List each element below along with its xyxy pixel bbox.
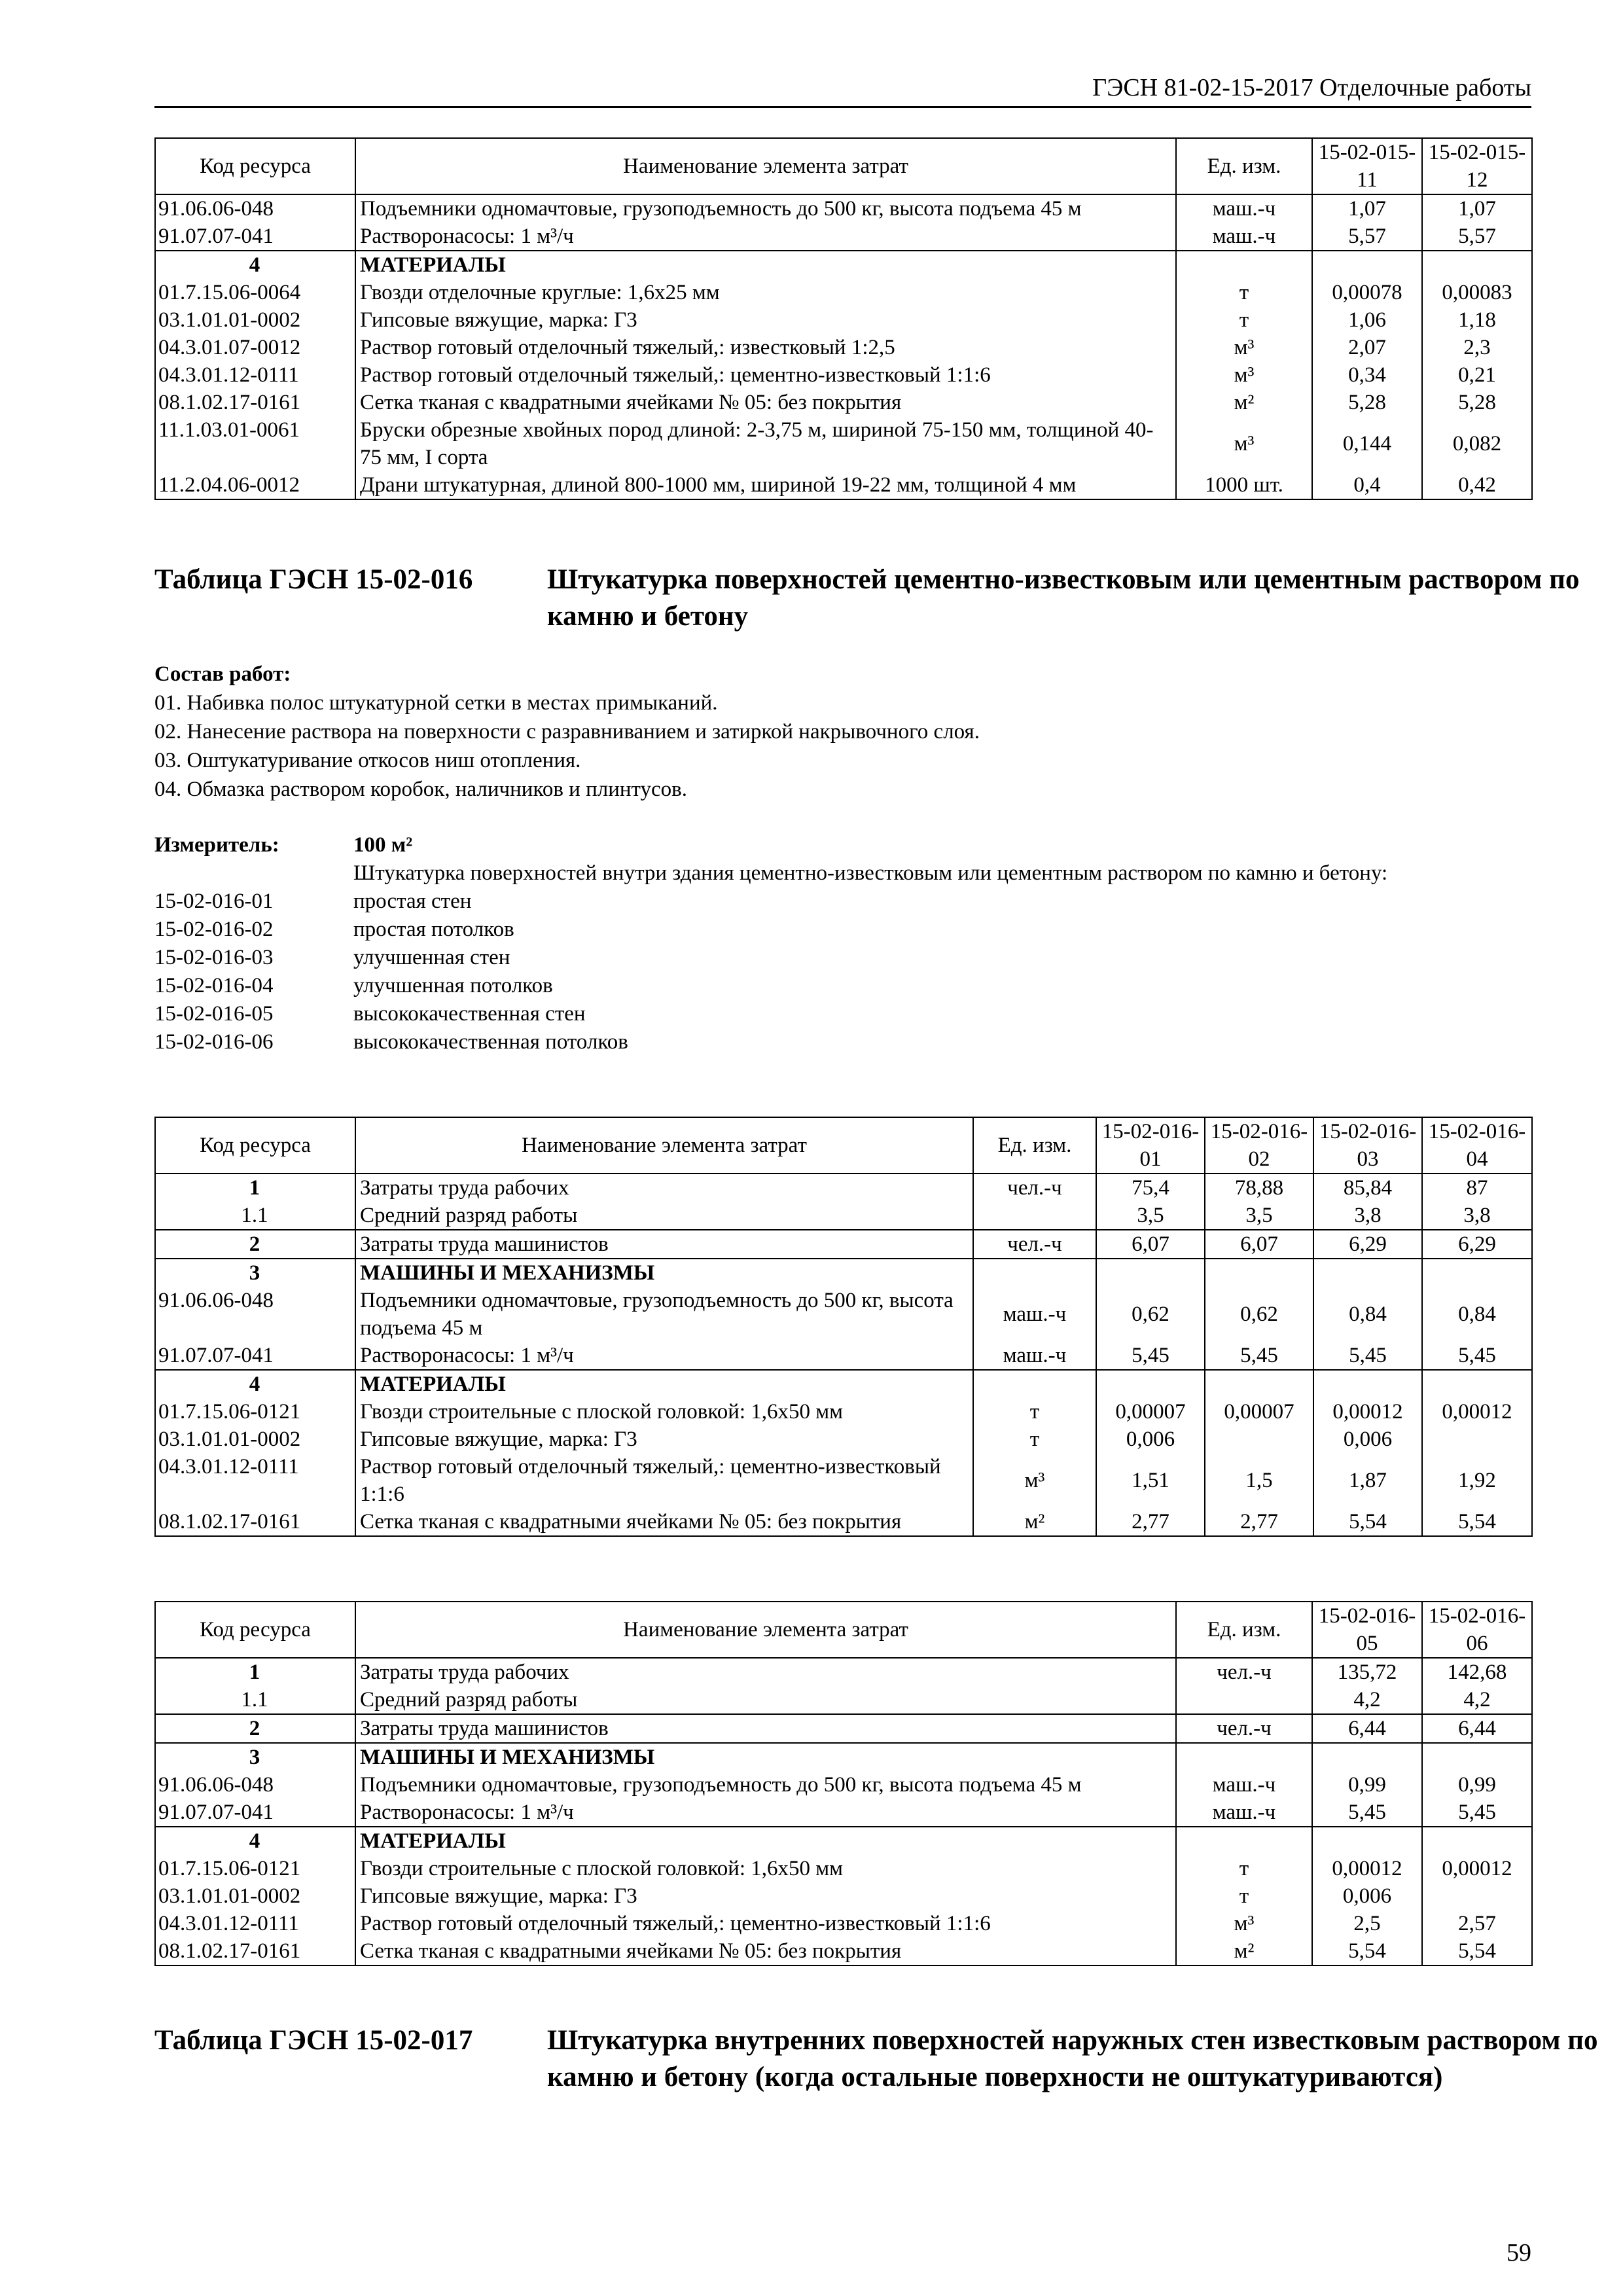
norm-value	[1422, 1259, 1532, 1287]
norm-value: 0,006	[1096, 1426, 1205, 1453]
item-code: 15-02-016-05	[154, 1002, 274, 1026]
column-header: Код ресурса	[155, 1117, 355, 1174]
unit-of-measure	[1176, 1743, 1312, 1771]
cost-element-name: Раствор готовый отделочный тяжелый,: цементно-известковый 1:1:6	[355, 361, 1176, 389]
unit-of-measure: маш.-ч	[973, 1342, 1096, 1370]
cost-element-name: МАТЕРИАЛЫ	[355, 1827, 1176, 1855]
norm-value	[1205, 1426, 1313, 1453]
measurement-items	[154, 888, 1531, 1056]
norm-value: 0,21	[1422, 361, 1532, 389]
norm-value: 135,72	[1312, 1658, 1422, 1686]
item-name: улучшенная стен	[353, 946, 510, 969]
norm-value: 5,45	[1205, 1342, 1313, 1370]
meter-value: 100 м²	[353, 833, 413, 857]
table-row	[155, 1287, 1532, 1342]
norm-value: 5,54	[1312, 1937, 1422, 1965]
norm-value	[1205, 1370, 1313, 1398]
table-row	[155, 223, 1532, 251]
norm-value: 5,54	[1313, 1508, 1422, 1536]
norm-value: 1,07	[1312, 194, 1422, 223]
resource-code: 11.1.03.01-0061	[155, 416, 355, 471]
column-header: Наименование элемента затрат	[355, 1117, 973, 1174]
norm-value: 5,45	[1313, 1342, 1422, 1370]
running-header: ГЭСН 81-02-15-2017 Отделочные работы	[1092, 74, 1531, 101]
work-composition-heading: Состав работ:	[154, 662, 291, 686]
meter-description-row	[154, 859, 1531, 888]
norm-value: 4,2	[1422, 1686, 1532, 1714]
resource-code: 1	[155, 1174, 355, 1202]
group-row	[155, 1174, 1532, 1202]
norm-value: 0,00012	[1422, 1855, 1532, 1882]
unit-of-measure: т	[1176, 1855, 1312, 1882]
cost-element-name: Гипсовые вяжущие, марка: Г3	[355, 306, 1176, 334]
norm-value: 0,00012	[1312, 1855, 1422, 1882]
norm-value: 3,8	[1422, 1202, 1532, 1230]
norm-value: 5,45	[1422, 1342, 1532, 1370]
group-row	[155, 1230, 1532, 1259]
table-row	[155, 1686, 1532, 1714]
cost-element-name: Гипсовые вяжущие, марка: Г3	[355, 1426, 973, 1453]
norm-value: 1,87	[1313, 1453, 1422, 1508]
cost-element-name: Растворонасосы: 1 м³/ч	[355, 223, 1176, 251]
resource-code: 1.1	[155, 1686, 355, 1714]
norm-value: 0,84	[1313, 1287, 1422, 1342]
table-row	[155, 1508, 1532, 1536]
cost-element-name: Сетка тканая с квадратными ячейками № 05: без покрытия	[355, 389, 1176, 416]
table-number: Таблица ГЭСН 15-02-016	[154, 564, 473, 595]
unit-of-measure: 1000 шт.	[1176, 471, 1312, 499]
cost-element-name: Растворонасосы: 1 м³/ч	[355, 1342, 973, 1370]
table-row	[155, 1202, 1532, 1230]
header-rule	[154, 106, 1531, 108]
cost-element-name: Бруски обрезные хвойных пород длиной: 2-3,75 м, шириной 75-150 мм, толщиной 40-75 мм, I сорта	[355, 416, 1176, 471]
norm-value: 3,5	[1205, 1202, 1313, 1230]
work-step: 03. Оштукатуривание откосов ниш отопления.	[154, 749, 581, 772]
group-row	[155, 1370, 1532, 1398]
norm-value: 0,00078	[1312, 279, 1422, 306]
group-row	[155, 1827, 1532, 1855]
unit-of-measure: чел.-ч	[1176, 1658, 1312, 1686]
resource-code: 1.1	[155, 1202, 355, 1230]
measurement-item	[154, 1000, 1531, 1028]
table-row	[155, 1342, 1532, 1370]
cost-element-name: МАШИНЫ И МЕХАНИЗМЫ	[355, 1259, 973, 1287]
unit-of-measure: маш.-ч	[1176, 1799, 1312, 1827]
norm-value: 1,06	[1312, 306, 1422, 334]
norm-value: 0,34	[1312, 361, 1422, 389]
column-header: 15-02-016-02	[1205, 1117, 1313, 1174]
resource-code: 91.06.06-048	[155, 194, 355, 223]
norm-value: 2,57	[1422, 1910, 1532, 1937]
norm-value	[1312, 1743, 1422, 1771]
resource-code: 04.3.01.07-0012	[155, 334, 355, 361]
resource-code: 03.1.01.01-0002	[155, 306, 355, 334]
norm-value: 5,28	[1312, 389, 1422, 416]
norm-value: 2,5	[1312, 1910, 1422, 1937]
cost-element-name: Затраты труда рабочих	[355, 1658, 1176, 1686]
norm-value: 6,44	[1312, 1714, 1422, 1743]
norm-value: 4,2	[1312, 1686, 1422, 1714]
item-code: 15-02-016-04	[154, 974, 274, 997]
unit-of-measure: т	[973, 1398, 1096, 1426]
table-row	[155, 389, 1532, 416]
unit-of-measure	[1176, 251, 1312, 279]
resource-code: 04.3.01.12-0111	[155, 361, 355, 389]
table-row	[155, 361, 1532, 389]
unit-of-measure	[973, 1202, 1096, 1230]
item-code: 15-02-016-02	[154, 918, 274, 941]
item-name: улучшенная потолков	[353, 974, 553, 997]
unit-of-measure: маш.-ч	[973, 1287, 1096, 1342]
norm-value: 1,92	[1422, 1453, 1532, 1508]
resource-code: 91.06.06-048	[155, 1771, 355, 1799]
norm-value: 5,57	[1312, 223, 1422, 251]
cost-element-name: МАТЕРИАЛЫ	[355, 1370, 973, 1398]
unit-of-measure: т	[1176, 1882, 1312, 1910]
norm-value: 85,84	[1313, 1174, 1422, 1202]
unit-of-measure: м²	[1176, 389, 1312, 416]
norm-value	[1422, 1827, 1532, 1855]
column-header: 15-02-016-03	[1313, 1117, 1422, 1174]
column-header: Код ресурса	[155, 1602, 355, 1658]
norm-value	[1205, 1259, 1313, 1287]
unit-of-measure: м²	[973, 1508, 1096, 1536]
resource-table-15-02-016-01-04	[154, 1117, 1533, 1537]
cost-element-name: Гипсовые вяжущие, марка: Г3	[355, 1882, 1176, 1910]
norm-value	[1422, 1370, 1532, 1398]
column-header: 15-02-016-01	[1096, 1117, 1205, 1174]
norm-value: 2,07	[1312, 334, 1422, 361]
cost-element-name: Драни штукатурная, длиной 800-1000 мм, шириной 19-22 мм, толщиной 4 мм	[355, 471, 1176, 499]
norm-value	[1422, 251, 1532, 279]
cost-element-name: Гвозди строительные с плоской головкой: 1,6х50 мм	[355, 1855, 1176, 1882]
unit-of-measure: м³	[973, 1453, 1096, 1508]
unit-of-measure: чел.-ч	[973, 1174, 1096, 1202]
norm-value: 0,4	[1312, 471, 1422, 499]
cost-element-name: Затраты труда рабочих	[355, 1174, 973, 1202]
norm-value: 75,4	[1096, 1174, 1205, 1202]
norm-value: 5,45	[1312, 1799, 1422, 1827]
unit-of-measure: маш.-ч	[1176, 194, 1312, 223]
resource-table-15-02-016-05-06	[154, 1601, 1533, 1966]
cost-element-name: МАШИНЫ И МЕХАНИЗМЫ	[355, 1743, 1176, 1771]
item-code: 15-02-016-06	[154, 1030, 274, 1054]
cost-element-name: Сетка тканая с квадратными ячейками № 05: без покрытия	[355, 1937, 1176, 1965]
column-header: Ед. изм.	[1176, 138, 1312, 194]
norm-value	[1312, 251, 1422, 279]
unit-of-measure: маш.-ч	[1176, 1771, 1312, 1799]
norm-value: 5,54	[1422, 1937, 1532, 1965]
unit-of-measure: м³	[1176, 416, 1312, 471]
unit-of-measure	[1176, 1827, 1312, 1855]
unit-of-measure: чел.-ч	[1176, 1714, 1312, 1743]
unit-of-measure: м³	[1176, 334, 1312, 361]
norm-value: 0,00012	[1422, 1398, 1532, 1426]
cost-element-name: Подъемники одномачтовые, грузоподъемность до 500 кг, высота подъема 45 м	[355, 194, 1176, 223]
work-step: 02. Нанесение раствора на поверхности с разравниванием и затиркой накрывочного слоя.	[154, 720, 980, 744]
table-row	[155, 416, 1532, 471]
norm-value: 1,07	[1422, 194, 1532, 223]
norm-value: 5,54	[1422, 1508, 1532, 1536]
table-row	[155, 334, 1532, 361]
resource-code: 4	[155, 1827, 355, 1855]
cost-element-name: Раствор готовый отделочный тяжелый,: известковый 1:2,5	[355, 334, 1176, 361]
table-row	[155, 1398, 1532, 1426]
norm-value: 6,07	[1205, 1230, 1313, 1259]
norm-value	[1422, 1426, 1532, 1453]
norm-value	[1312, 1827, 1422, 1855]
cost-element-name: Сетка тканая с квадратными ячейками № 05: без покрытия	[355, 1508, 973, 1536]
table-row	[155, 279, 1532, 306]
norm-value: 5,45	[1422, 1799, 1532, 1827]
resource-code: 91.07.07-041	[155, 223, 355, 251]
item-code: 15-02-016-01	[154, 889, 274, 913]
measurement-item	[154, 972, 1531, 1000]
column-header: Ед. изм.	[973, 1117, 1096, 1174]
table-row	[155, 1855, 1532, 1882]
norm-value: 0,62	[1096, 1287, 1205, 1342]
norm-value	[1313, 1370, 1422, 1398]
norm-value: 2,77	[1096, 1508, 1205, 1536]
resource-code: 08.1.02.17-0161	[155, 1937, 355, 1965]
item-code: 15-02-016-03	[154, 946, 274, 969]
unit-of-measure: чел.-ч	[973, 1230, 1096, 1259]
norm-value: 78,88	[1205, 1174, 1313, 1202]
resource-code: 04.3.01.12-0111	[155, 1910, 355, 1937]
resource-code: 4	[155, 251, 355, 279]
column-header: 15-02-015-11	[1312, 138, 1422, 194]
norm-value: 6,29	[1422, 1230, 1532, 1259]
norm-value: 0,00007	[1096, 1398, 1205, 1426]
cost-element-name: Раствор готовый отделочный тяжелый,: цементно-известковый 1:1:6	[355, 1910, 1176, 1937]
cost-element-name: Средний разряд работы	[355, 1202, 973, 1230]
resource-code: 01.7.15.06-0121	[155, 1855, 355, 1882]
item-name: простая потолков	[353, 918, 514, 941]
resource-code: 1	[155, 1658, 355, 1686]
norm-value: 3,5	[1096, 1202, 1205, 1230]
work-step: 01. Набивка полос штукатурной сетки в местах примыканий.	[154, 691, 718, 715]
item-name: высококачественная потолков	[353, 1030, 628, 1054]
norm-value: 5,28	[1422, 389, 1532, 416]
resource-code: 03.1.01.01-0002	[155, 1882, 355, 1910]
norm-value: 0,144	[1312, 416, 1422, 471]
resource-code: 2	[155, 1714, 355, 1743]
resource-code: 4	[155, 1370, 355, 1398]
column-header: Код ресурса	[155, 138, 355, 194]
table-row	[155, 1799, 1532, 1827]
column-header: 15-02-016-06	[1422, 1602, 1532, 1658]
cost-element-name: МАТЕРИАЛЫ	[355, 251, 1176, 279]
norm-value: 1,18	[1422, 306, 1532, 334]
norm-value	[1096, 1370, 1205, 1398]
norm-value: 0,082	[1422, 416, 1532, 471]
meter-label: Измеритель:	[154, 833, 279, 857]
unit-of-measure	[1176, 1686, 1312, 1714]
norm-value: 6,44	[1422, 1714, 1532, 1743]
table-row	[155, 1771, 1532, 1799]
column-header: Наименование элемента затрат	[355, 1602, 1176, 1658]
resource-code: 91.07.07-041	[155, 1342, 355, 1370]
cost-element-name: Подъемники одномачтовые, грузоподъемность до 500 кг, высота подъема 45 м	[355, 1771, 1176, 1799]
norm-value: 6,07	[1096, 1230, 1205, 1259]
resource-code: 11.2.04.06-0012	[155, 471, 355, 499]
item-name: высококачественная стен	[353, 1002, 586, 1026]
resource-code: 03.1.01.01-0002	[155, 1426, 355, 1453]
norm-value	[1313, 1259, 1422, 1287]
measurement-item	[154, 916, 1531, 944]
unit-of-measure: м²	[1176, 1937, 1312, 1965]
measurement-item	[154, 944, 1531, 972]
table-row	[155, 194, 1532, 223]
resource-table-15-02-015	[154, 137, 1533, 500]
norm-value: 5,57	[1422, 223, 1532, 251]
norm-value: 5,45	[1096, 1342, 1205, 1370]
resource-code: 01.7.15.06-0064	[155, 279, 355, 306]
cost-element-name: Растворонасосы: 1 м³/ч	[355, 1799, 1176, 1827]
meter-description: Штукатурка поверхностей внутри здания цементно-известковым или цементным раствором по камню и бетону:	[353, 861, 1388, 885]
norm-value: 0,006	[1313, 1426, 1422, 1453]
page-number: 59	[1507, 2239, 1531, 2267]
table-header-row	[155, 1602, 1532, 1658]
table-number: Таблица ГЭСН 15-02-017	[154, 2025, 473, 2056]
column-header: 15-02-016-05	[1312, 1602, 1422, 1658]
table-header-row	[155, 138, 1532, 194]
cost-element-name: Гвозди отделочные круглые: 1,6х25 мм	[355, 279, 1176, 306]
column-header: 15-02-016-04	[1422, 1117, 1532, 1174]
item-name: простая стен	[353, 889, 472, 913]
unit-of-measure	[973, 1370, 1096, 1398]
table-title: Штукатурка внутренних поверхностей наружных стен известковым раствором по камню и бетону (когда остальные поверхности не оштукатуриваются)	[547, 2025, 1598, 2092]
table-row	[155, 1453, 1532, 1508]
norm-value: 1,5	[1205, 1453, 1313, 1508]
table-title: Штукатурка поверхностей цементно-известковым или цементным раствором по камню и бетону	[547, 564, 1580, 632]
meter-row	[154, 831, 1531, 859]
norm-value: 87	[1422, 1174, 1532, 1202]
resource-code: 3	[155, 1259, 355, 1287]
unit-of-measure: маш.-ч	[1176, 223, 1312, 251]
norm-value: 0,00083	[1422, 279, 1532, 306]
norm-value: 0,006	[1312, 1882, 1422, 1910]
norm-value: 1,51	[1096, 1453, 1205, 1508]
group-row	[155, 1259, 1532, 1287]
norm-value: 0,62	[1205, 1287, 1313, 1342]
norm-value: 2,77	[1205, 1508, 1313, 1536]
table-row	[155, 471, 1532, 499]
cost-element-name: Затраты труда машинистов	[355, 1230, 973, 1259]
table-header-row	[155, 1117, 1532, 1174]
table-row	[155, 1937, 1532, 1965]
cost-element-name: Подъемники одномачтовые, грузоподъемность до 500 кг, высота подъема 45 м	[355, 1287, 973, 1342]
norm-value: 0,84	[1422, 1287, 1532, 1342]
work-composition	[154, 660, 1531, 804]
unit-of-measure	[973, 1259, 1096, 1287]
measurement-item	[154, 888, 1531, 916]
group-row	[155, 251, 1532, 279]
norm-value: 0,99	[1312, 1771, 1422, 1799]
norm-value: 3,8	[1313, 1202, 1422, 1230]
resource-code: 91.06.06-048	[155, 1287, 355, 1342]
cost-element-name: Раствор готовый отделочный тяжелый,: цементно-известковый 1:1:6	[355, 1453, 973, 1508]
norm-value: 0,00007	[1205, 1398, 1313, 1426]
group-row	[155, 1743, 1532, 1771]
cost-element-name: Затраты труда машинистов	[355, 1714, 1176, 1743]
resource-code: 91.07.07-041	[155, 1799, 355, 1827]
work-step: 04. Обмазка раствором коробок, наличников и плинтусов.	[154, 778, 687, 801]
resource-code: 08.1.02.17-0161	[155, 1508, 355, 1536]
norm-value: 0,99	[1422, 1771, 1532, 1799]
norm-value: 0,42	[1422, 471, 1532, 499]
measurement-item	[154, 1028, 1531, 1056]
group-row	[155, 1714, 1532, 1743]
unit-of-measure: т	[1176, 306, 1312, 334]
unit-of-measure: м³	[1176, 361, 1312, 389]
resource-code: 01.7.15.06-0121	[155, 1398, 355, 1426]
table-row	[155, 1910, 1532, 1937]
column-header: Наименование элемента затрат	[355, 138, 1176, 194]
unit-of-measure: т	[973, 1426, 1096, 1453]
norm-value	[1422, 1743, 1532, 1771]
resource-code: 08.1.02.17-0161	[155, 389, 355, 416]
unit-of-measure: т	[1176, 279, 1312, 306]
table-row	[155, 1882, 1532, 1910]
work-steps-list	[154, 689, 1531, 804]
resource-code: 2	[155, 1230, 355, 1259]
column-header: Ед. изм.	[1176, 1602, 1312, 1658]
measurement-block	[154, 831, 1531, 1056]
group-row	[155, 1658, 1532, 1686]
cost-element-name: Средний разряд работы	[355, 1686, 1176, 1714]
table-row	[155, 306, 1532, 334]
norm-value: 142,68	[1422, 1658, 1532, 1686]
norm-value: 2,3	[1422, 334, 1532, 361]
column-header: 15-02-015-12	[1422, 138, 1532, 194]
norm-value: 0,00012	[1313, 1398, 1422, 1426]
resource-code: 04.3.01.12-0111	[155, 1453, 355, 1508]
norm-value	[1096, 1259, 1205, 1287]
cost-element-name: Гвозди строительные с плоской головкой: 1,6х50 мм	[355, 1398, 973, 1426]
table-row	[155, 1426, 1532, 1453]
norm-value	[1422, 1882, 1532, 1910]
resource-code: 3	[155, 1743, 355, 1771]
unit-of-measure: м³	[1176, 1910, 1312, 1937]
norm-value: 6,29	[1313, 1230, 1422, 1259]
